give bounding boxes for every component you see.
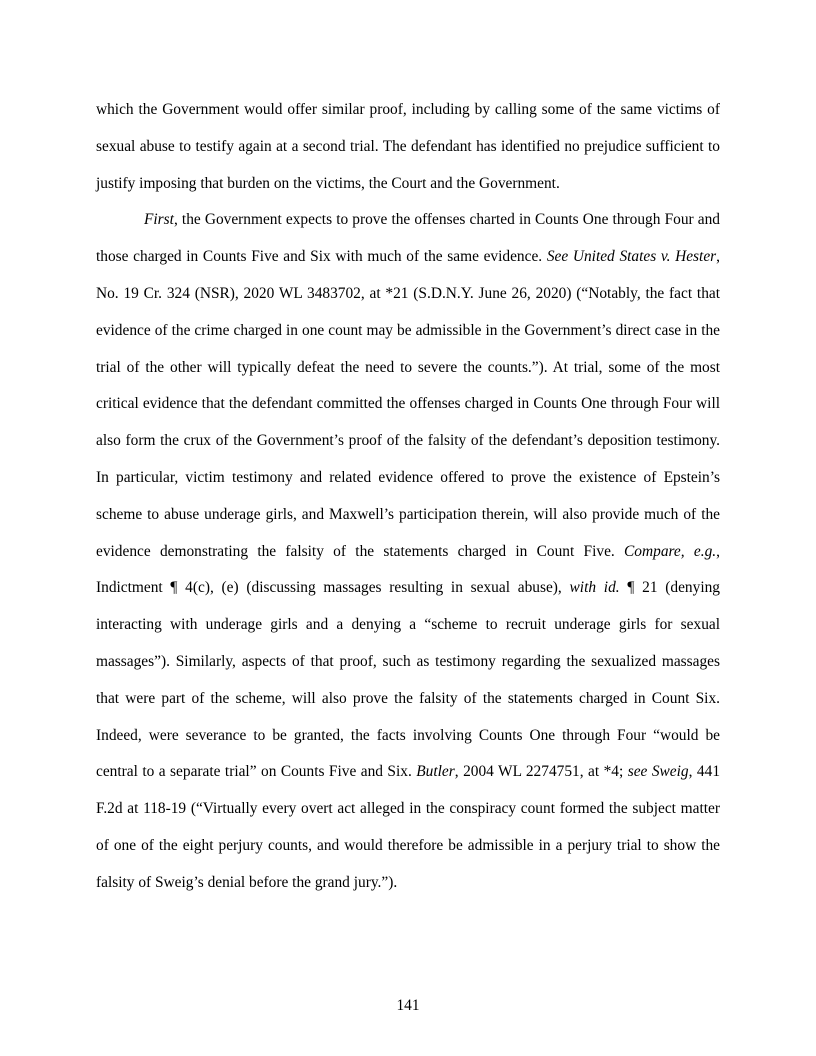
citation-sweig: see Sweig xyxy=(627,763,689,781)
paragraph-continuation xyxy=(96,92,720,202)
paragraph-text: , No. 19 Cr. 324 (NSR), 2020 WL 3483702, at *21 (S.D.N.Y. June 26, 2020) (“Notably, the fact that evidence of the crime charged in one count may be admissible in the Government’s direct case in the trial of the other will typically defeat the need to severe the counts.”). At trial, some of the most critical evidence that the defendant committed the offenses charged in Counts One through Four will also form the crux of the Government’s proof of the falsity of the defendant’s deposition testimony. In particular, victim testimony and related evidence offered to prove the existence of Epstein’s scheme to abuse underage girls, and Maxwell’s participation therein, will also provide much of the evidence demonstrating the falsity of the statements charged in Count Five. xyxy=(96,248,720,560)
paragraph-text: , 2004 WL 2274751, at *4; xyxy=(454,763,628,781)
paragraph-text: ¶ 21 (denying interacting with underage girls and a denying a “scheme to recruit underage girls for sexual massages”). Similarly, aspects of that proof, such as testimony regarding the sexualized massages that were part of the scheme, will also prove the falsity of the statements charged in Count Six. Indeed, were severance to be granted, the facts involving Counts One through Four “would be central to a separate trial” on Counts Five and Six. xyxy=(96,579,720,781)
document-body xyxy=(96,92,720,902)
signal-compare: Compare, e.g. xyxy=(624,542,717,560)
paragraph-text: , 441 F.2d at 118-19 (“Virtually every overt act alleged in the conspiracy count formed the subject matter of one of the eight perjury counts, and would therefore be admissible in a perjury trial to show the falsity of Sweig’s denial before the grand jury.”). xyxy=(96,763,721,891)
paragraph-first-argument xyxy=(96,202,720,901)
page-number: 141 xyxy=(396,997,420,1014)
paragraph-text: , Indictment ¶ 4(c), (e) (discussing massages resulting in sexual abuse), xyxy=(96,542,720,597)
italic-first: First xyxy=(144,211,174,229)
paragraph-text: which the Government would offer similar proof, including by calling some of the same victims of sexual abuse to testify again at a second trial. The defendant has identified no prejudice sufficient to justify imposing that burden on the victims, the Court and the Government. xyxy=(96,101,720,192)
paragraph-text: , the Government expects to prove the offenses charted in Counts One through Four and those charged in Counts Five and Six with much of the same evidence. xyxy=(96,211,720,266)
citation-hester: See United States v. Hester xyxy=(546,248,717,266)
signal-with-id: with id. xyxy=(569,579,620,597)
citation-butler: Butler xyxy=(416,763,455,781)
